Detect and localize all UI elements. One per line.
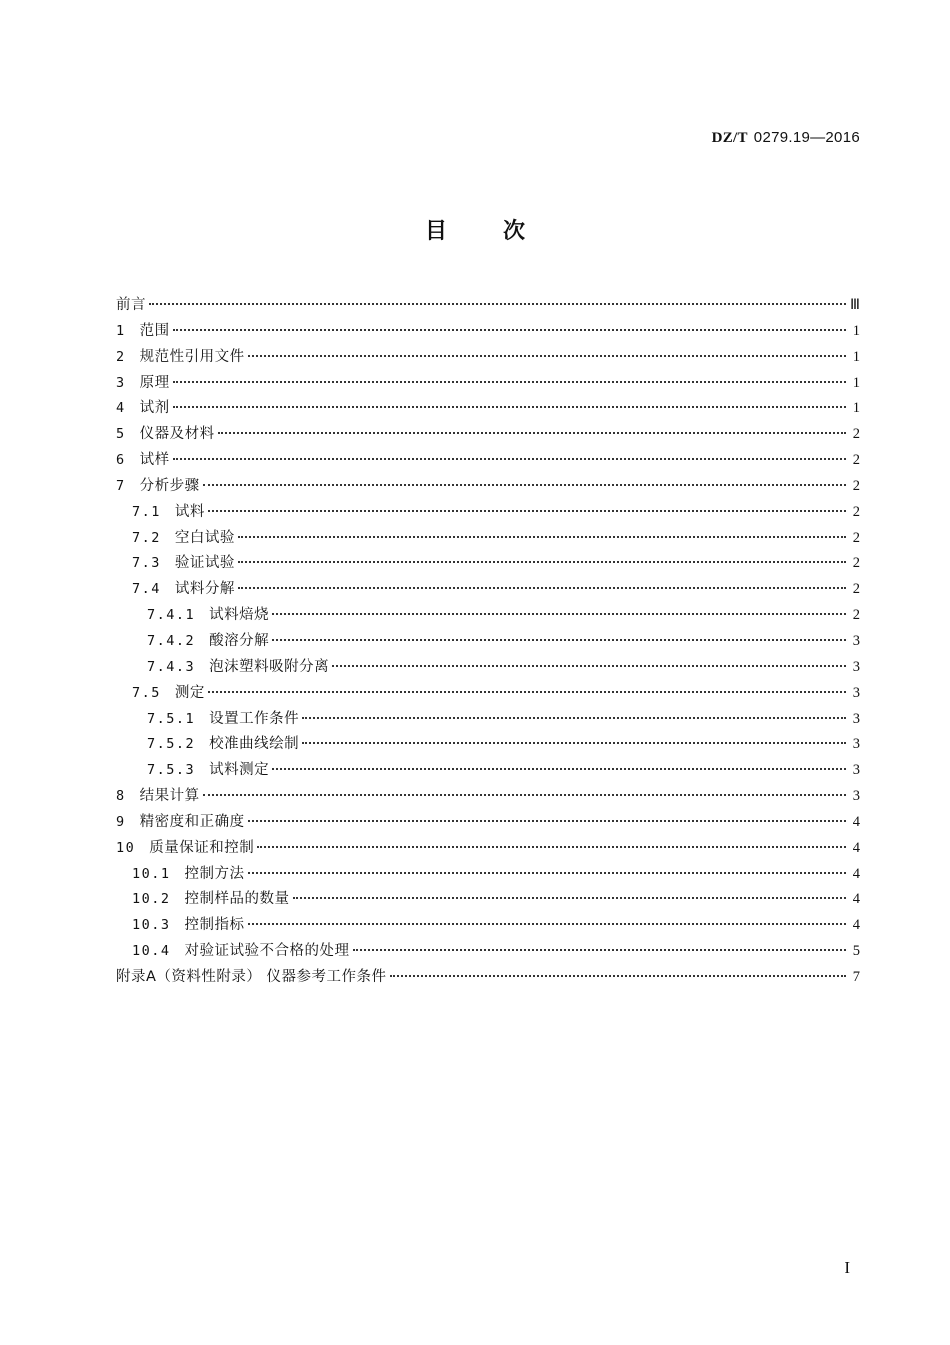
toc-entry-number: 4 (116, 400, 126, 417)
toc-entry[interactable] (116, 577, 860, 603)
toc-entry-title: 酸溶分解 (209, 632, 270, 649)
toc-entry-page: 1 (852, 400, 860, 417)
toc-entry-page: 2 (852, 529, 860, 546)
toc-entry-number: 7.4 (132, 581, 161, 598)
toc-entry-number: 7.5.2 (147, 736, 196, 753)
toc-entry-title: 仪器及材料 (139, 426, 215, 443)
toc-entry-title: 前言 (116, 297, 146, 313)
toc-entry-title: 原理 (139, 374, 170, 391)
toc-entry[interactable] (116, 913, 860, 939)
page-title: 目次 (424, 219, 581, 244)
toc-entry-page: 2 (852, 581, 860, 598)
table-of-contents (116, 293, 860, 991)
toc-dot-leader (203, 794, 846, 796)
toc-entry-title: 空白试验 (174, 529, 235, 546)
toc-entry-number: 8 (116, 788, 126, 805)
toc-entry-title: 试料 (174, 503, 205, 520)
toc-dot-leader (248, 872, 846, 874)
toc-entry-title: 测定 (174, 684, 205, 701)
toc-entry-title: 对验证试验不合格的处理 (184, 943, 350, 960)
toc-dot-leader (149, 303, 846, 305)
toc-entry-number: 7.4.2 (147, 632, 196, 649)
toc-dot-leader (353, 949, 846, 951)
toc-entry-page: 1 (852, 374, 860, 391)
toc-entry-title: 试料分解 (174, 581, 235, 598)
toc-dot-leader (390, 975, 846, 977)
toc-entry-number: 10.2 (132, 891, 171, 908)
toc-entry-title: 泡沫塑料吸附分离 (209, 658, 330, 675)
toc-entry-page: 1 (852, 322, 860, 339)
toc-entry-title: 试料焙烧 (209, 607, 270, 624)
toc-dot-leader (332, 665, 846, 667)
toc-entry[interactable] (116, 836, 860, 862)
toc-entry-page: 3 (852, 762, 860, 779)
toc-dot-leader (208, 510, 846, 512)
toc-entry-page: 3 (852, 710, 860, 727)
toc-entry-title: 质量保证和控制 (149, 839, 255, 856)
toc-dot-leader (272, 768, 846, 770)
toc-entry-page: 3 (852, 736, 860, 753)
toc-entry-number: 7.4.3 (147, 658, 196, 675)
toc-entry[interactable] (116, 500, 860, 526)
toc-entry-page: 3 (852, 632, 860, 649)
toc-entry-page: 2 (852, 426, 860, 443)
toc-entry[interactable] (116, 319, 860, 345)
toc-entry[interactable] (116, 655, 860, 681)
toc-entry-number: 7.5.1 (147, 710, 196, 727)
toc-entry-number: 7.1 (132, 503, 161, 520)
toc-entry-title: 精密度和正确度 (139, 813, 245, 830)
toc-dot-leader (173, 406, 846, 408)
document-code-prefix: DZ/T (711, 130, 748, 146)
toc-dot-leader (173, 381, 846, 383)
toc-entry[interactable] (116, 371, 860, 397)
toc-entry-title: 试剂 (139, 400, 170, 417)
toc-entry[interactable] (116, 629, 860, 655)
toc-entry-number: 6 (116, 452, 126, 469)
toc-entry[interactable] (116, 345, 860, 371)
footer-page-number: I (844, 1258, 850, 1277)
toc-dot-leader (248, 355, 846, 357)
document-code-number: 0279.19—2016 (753, 129, 860, 146)
toc-entry-page: 2 (852, 607, 860, 624)
toc-entry[interactable] (116, 448, 860, 474)
toc-entry[interactable] (116, 603, 860, 629)
toc-entry-page: 4 (852, 839, 860, 856)
toc-entry[interactable] (116, 474, 860, 500)
toc-entry[interactable] (116, 965, 860, 991)
toc-dot-leader (272, 613, 846, 615)
toc-dot-leader (203, 484, 846, 486)
toc-entry-title: 规范性引用文件 (139, 348, 245, 365)
toc-entry-number: 2 (116, 348, 126, 365)
toc-entry-page: 3 (852, 658, 860, 675)
toc-entry-page: 4 (852, 891, 860, 908)
toc-entry[interactable] (116, 732, 860, 758)
toc-entry-title: 附录A（资料性附录） 仪器参考工作条件 (116, 968, 387, 985)
toc-entry[interactable] (116, 707, 860, 733)
toc-entry-page: 7 (852, 968, 860, 985)
toc-dot-leader (257, 846, 846, 848)
toc-entry[interactable] (116, 681, 860, 707)
toc-dot-leader (238, 587, 846, 589)
toc-entry-title: 设置工作条件 (209, 710, 300, 727)
toc-dot-leader (173, 458, 846, 460)
toc-entry-page: 4 (852, 865, 860, 882)
toc-dot-leader (238, 536, 846, 538)
toc-entry[interactable] (116, 939, 860, 965)
toc-entry-title: 控制方法 (184, 865, 245, 882)
toc-entry-title: 校准曲线绘制 (209, 736, 300, 753)
toc-entry-page: 1 (852, 348, 860, 365)
toc-entry[interactable] (116, 551, 860, 577)
toc-entry-number: 7.5.3 (147, 762, 196, 779)
toc-dot-leader (302, 717, 846, 719)
toc-entry[interactable] (116, 810, 860, 836)
toc-entry-number: 5 (116, 426, 126, 443)
toc-entry-number: 7.5 (132, 684, 161, 701)
toc-entry-number: 1 (116, 322, 126, 339)
toc-entry-title: 范围 (139, 322, 170, 339)
toc-entry-number: 10.4 (132, 943, 171, 960)
toc-entry[interactable] (116, 422, 860, 448)
toc-entry-title: 试料测定 (209, 762, 270, 779)
toc-entry-number: 7.2 (132, 529, 161, 546)
toc-entry[interactable] (116, 784, 860, 810)
toc-dot-leader (218, 432, 846, 434)
toc-entry-page: 5 (852, 943, 860, 960)
toc-entry-number: 7.3 (132, 555, 161, 572)
toc-entry-number: 10.3 (132, 917, 171, 934)
toc-dot-leader (248, 923, 846, 925)
toc-dot-leader (208, 691, 846, 693)
toc-dot-leader (272, 639, 846, 641)
toc-entry-title: 验证试验 (174, 555, 235, 572)
toc-entry-title: 分析步骤 (139, 477, 200, 494)
toc-entry-number: 9 (116, 813, 126, 830)
toc-entry[interactable] (116, 526, 860, 552)
toc-entry-number: 10.1 (132, 865, 171, 882)
toc-entry-page: 4 (852, 813, 860, 830)
toc-entry-title: 结果计算 (139, 788, 200, 805)
toc-entry-title: 控制样品的数量 (184, 891, 290, 908)
toc-dot-leader (238, 561, 846, 563)
toc-entry-page: 2 (852, 503, 860, 520)
toc-entry[interactable] (116, 887, 860, 913)
toc-entry-number: 7.4.1 (147, 607, 196, 624)
toc-entry-page: 3 (852, 788, 860, 805)
toc-entry-page: Ⅲ (850, 297, 860, 313)
toc-dot-leader (293, 897, 846, 899)
toc-dot-leader (173, 329, 846, 331)
toc-dot-leader (248, 820, 846, 822)
toc-entry[interactable] (116, 293, 860, 319)
toc-entry-page: 4 (852, 917, 860, 934)
toc-entry[interactable] (116, 396, 860, 422)
toc-entry-page: 2 (852, 555, 860, 572)
toc-entry[interactable] (116, 758, 860, 784)
toc-entry-title: 试样 (139, 452, 170, 469)
toc-dot-leader (302, 742, 846, 744)
toc-entry-page: 2 (852, 452, 860, 469)
toc-entry-number: 10 (116, 839, 136, 856)
toc-entry-number: 3 (116, 374, 126, 391)
toc-entry[interactable] (116, 862, 860, 888)
toc-entry-number: 7 (116, 477, 126, 494)
document-code (712, 128, 860, 147)
toc-entry-page: 3 (852, 684, 860, 701)
toc-entry-title: 控制指标 (184, 917, 245, 934)
toc-entry-page: 2 (852, 477, 860, 494)
